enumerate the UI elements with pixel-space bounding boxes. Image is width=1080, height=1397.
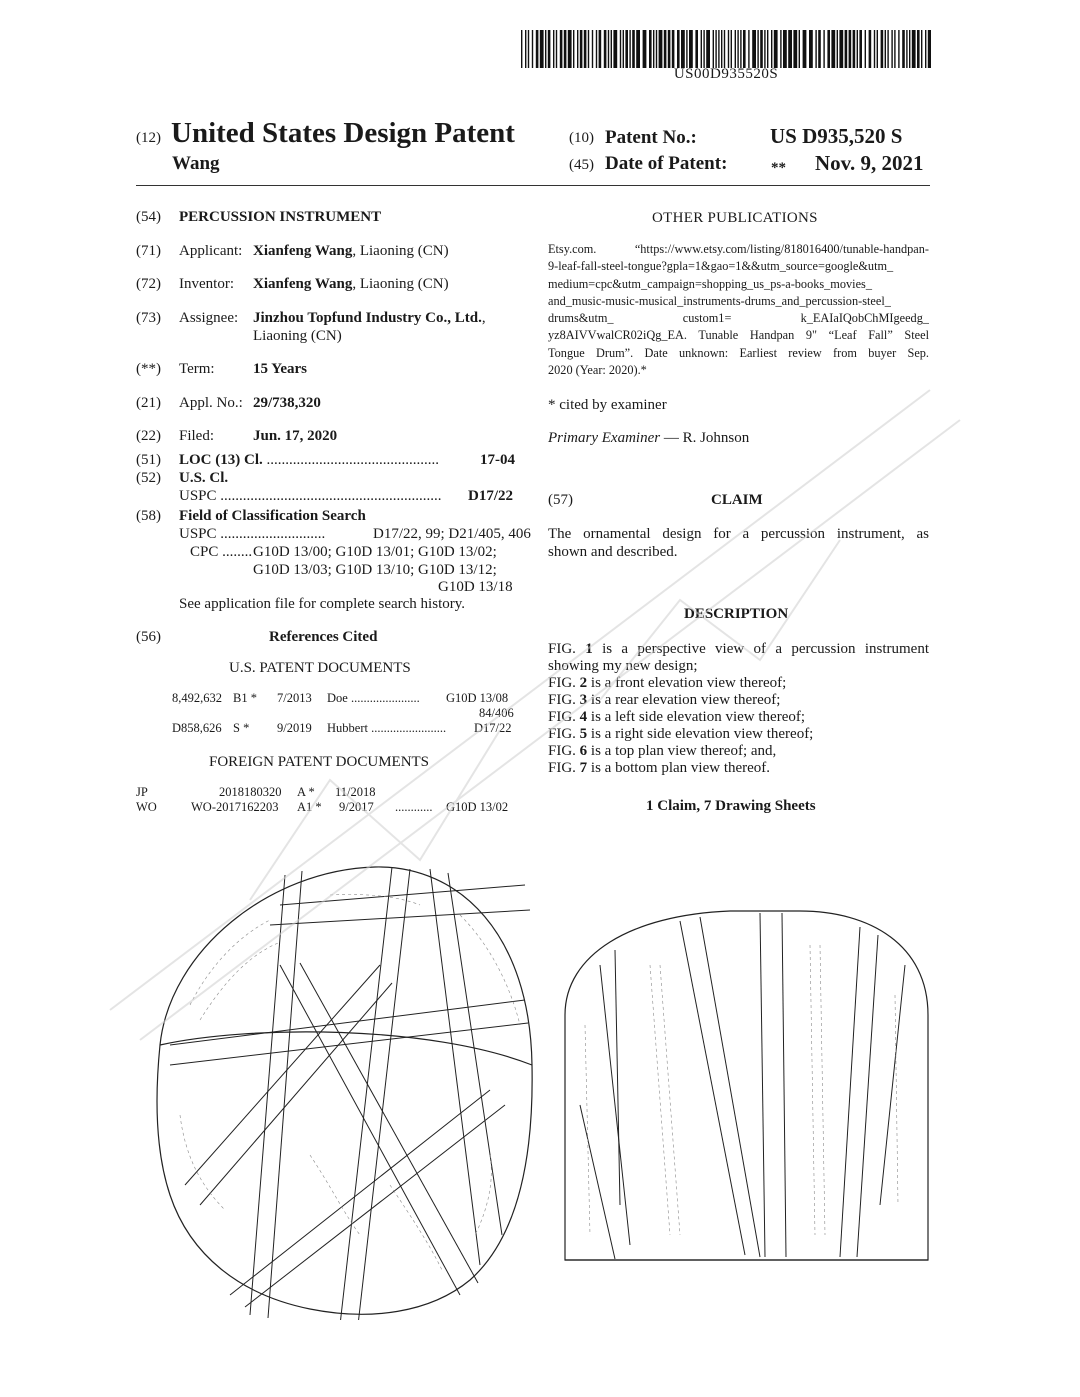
barcode-bar xyxy=(668,30,671,68)
figure-description: FIG. 5 is a right side elevation view thereof; xyxy=(548,726,814,742)
us-doc-kind: S * xyxy=(233,721,250,735)
barcode-bar xyxy=(783,30,787,68)
loc-code: (51) xyxy=(136,452,161,468)
description-heading: DESCRIPTION xyxy=(684,606,789,622)
barcode-bar xyxy=(731,30,732,68)
kind-code-45: (45) xyxy=(569,157,594,173)
tongue-lines xyxy=(170,867,530,1320)
barcode-bar xyxy=(695,30,698,68)
barcode-bar xyxy=(743,30,746,68)
us-doc-class: D17/22 xyxy=(474,721,512,735)
barcode-bar xyxy=(525,30,526,68)
barcode-bar xyxy=(540,30,544,68)
barcode-bar xyxy=(921,30,922,68)
barcode-bar xyxy=(596,30,597,68)
loc-dots: .............................................. xyxy=(262,452,439,468)
barcode-bar xyxy=(703,30,704,68)
perspective-view-drawing xyxy=(130,855,540,1320)
field-search-code: (58) xyxy=(136,508,161,524)
barcode-bar xyxy=(656,30,657,68)
inventor-label: Inventor: xyxy=(179,276,234,292)
inventor-value xyxy=(253,276,449,293)
barcode-bar xyxy=(740,30,741,68)
publication-line: drums&utm_ custom1= k_EAIaIQobChMIgeedg_ xyxy=(548,311,929,326)
barcode-bar xyxy=(839,30,843,68)
barcode-bar xyxy=(604,30,607,68)
publication-line: 9-leaf-fall-steel-tongue?gpla=1&gao=1&&utm_source=google&utm_ xyxy=(548,259,894,274)
header-rule xyxy=(136,185,930,186)
figure-description: FIG. 2 is a front elevation view thereof; xyxy=(548,675,787,691)
uscl-value: D17/22 xyxy=(468,488,513,504)
barcode-bar xyxy=(767,30,768,68)
us-doc-date: 7/2013 xyxy=(277,691,312,705)
barcode-bar xyxy=(545,30,546,68)
barcode-bar xyxy=(874,30,875,68)
applicant-label: Applicant: xyxy=(179,243,243,259)
tongue-lines xyxy=(580,913,905,1259)
barcode-bar xyxy=(757,30,758,68)
barcode-bar xyxy=(573,30,574,68)
uscl-code: (52) xyxy=(136,470,161,486)
barcode-bar xyxy=(629,30,630,68)
inventor-location: , Liaoning (CN) xyxy=(352,276,449,292)
foreign-doc-dots: ............ xyxy=(395,800,433,814)
assignee-label: Assignee: xyxy=(179,310,239,326)
filed-date: Jun. 17, 2020 xyxy=(253,428,338,444)
barcode-bar xyxy=(718,30,719,68)
us-doc-class: G10D 13/08 xyxy=(446,691,509,705)
cited-by-examiner-note: * cited by examiner xyxy=(548,397,667,413)
barcode-bar xyxy=(793,30,797,68)
barcode-bar xyxy=(643,30,647,68)
barcode-bar xyxy=(706,30,710,68)
us-doc-dots: ...................... xyxy=(347,691,420,705)
us-doc-dots: ........................ xyxy=(367,721,447,735)
publication-line: yz8AIVVwalCR02iQg_EA. Tunable Handpan 9" “Leaf Fall” Steel xyxy=(548,328,929,343)
field-search-label: Field of Classification Search xyxy=(179,508,366,524)
barcode-bar xyxy=(809,30,813,68)
barcode-bar xyxy=(925,30,926,68)
applicant-location: , Liaoning (CN) xyxy=(352,243,449,259)
figure-description: FIG. 1 is a perspective view of a percussion instrument xyxy=(548,641,930,657)
field-cpc-line2: G10D 13/03; G10D 13/10; G10D 13/12; xyxy=(253,562,497,578)
barcode-bar xyxy=(580,30,583,68)
barcode-bar xyxy=(859,30,862,68)
foreign-doc-country: WO xyxy=(136,800,157,814)
barcode-bar xyxy=(592,30,593,68)
barcode-bar xyxy=(803,30,807,68)
barcode-bar xyxy=(613,30,617,68)
barcode-bar xyxy=(564,30,567,68)
figure-description: FIG. 7 is a bottom plan view thereof. xyxy=(548,760,771,776)
appl-number: 29/738,320 xyxy=(253,395,321,411)
barcode xyxy=(521,30,931,68)
barcode-bar xyxy=(713,30,714,68)
barcode-bar xyxy=(689,30,693,68)
hatching xyxy=(585,945,898,1235)
field-uspc-value: D17/22, 99; D21/405, 406 xyxy=(373,526,531,542)
date-marker: ** xyxy=(771,160,786,176)
loc-class-line xyxy=(179,452,439,469)
uscl-uspc-line xyxy=(179,488,442,505)
figure-description: showing my new design; xyxy=(548,658,698,674)
publication-line: medium=cpc&utm_campaign=shopping_us_ps-a-books_movies_ xyxy=(548,276,872,291)
loc-label: LOC (13) Cl. xyxy=(179,452,263,468)
patent-number-label: Patent No.: xyxy=(605,127,697,148)
barcode-bar xyxy=(528,30,529,68)
barcode-bar xyxy=(672,30,675,68)
kind-code-10: (10) xyxy=(569,130,594,146)
barcode-number: US00D935520S xyxy=(673,66,779,82)
term-label: Term: xyxy=(179,361,215,377)
drum-profile-outline xyxy=(565,911,928,1260)
appl-code: (21) xyxy=(136,395,161,411)
barcode-bar xyxy=(928,30,931,68)
inventor-name: Xianfeng Wang xyxy=(253,276,353,292)
filed-label: Filed: xyxy=(179,428,215,444)
foreign-doc-class: G10D 13/02 xyxy=(446,800,509,814)
barcode-bar xyxy=(577,30,578,68)
foreign-doc-kind: A1 * xyxy=(297,800,322,814)
refs-heading: References Cited xyxy=(269,629,378,645)
assignee-code: (73) xyxy=(136,310,161,326)
barcode-bar xyxy=(677,30,680,68)
publication-line: Etsy.com. “https://www.etsy.com/listing/818016400/tunable-handpan- xyxy=(548,242,929,256)
barcode-bar xyxy=(608,30,609,68)
invention-title: PERCUSSION INSTRUMENT xyxy=(179,209,382,225)
document-type-title: United States Design Patent xyxy=(171,117,515,149)
inventor-surname: Wang xyxy=(172,153,220,174)
barcode-bar xyxy=(721,30,722,68)
barcode-bar xyxy=(780,30,781,68)
claims-sheets-summary: 1 Claim, 7 Drawing Sheets xyxy=(646,798,816,814)
foreign-doc-country: JP xyxy=(136,785,148,799)
barcode-bar xyxy=(735,30,736,68)
barcode-bar xyxy=(599,30,602,68)
claim-code: (57) xyxy=(548,492,573,508)
barcode-bar xyxy=(818,30,821,68)
barcode-bar xyxy=(521,30,522,68)
barcode-bar xyxy=(771,30,772,68)
barcode-bar xyxy=(799,30,800,68)
barcode-bar xyxy=(837,30,838,68)
date-of-patent: Nov. 9, 2021 xyxy=(815,151,924,175)
barcode-bar xyxy=(917,30,920,68)
barcode-bar xyxy=(857,30,858,68)
field-uspc-label: USPC xyxy=(179,526,217,542)
barcode-bar xyxy=(532,30,533,68)
primary-examiner xyxy=(548,430,749,447)
us-doc-name-text: Doe xyxy=(327,691,348,705)
foreign-docs-heading: FOREIGN PATENT DOCUMENTS xyxy=(209,754,430,770)
term-value: 15 Years xyxy=(253,361,308,377)
patent-number: US D935,520 S xyxy=(770,124,903,148)
other-publications-heading: OTHER PUBLICATIONS xyxy=(652,210,818,226)
figure-list xyxy=(548,641,929,777)
foreign-doc-num: WO-2017162203 xyxy=(191,800,279,814)
barcode-bar xyxy=(887,30,888,68)
field-uspc-dots: ............................ xyxy=(216,526,326,542)
applicant-value xyxy=(253,243,449,260)
barcode-bar xyxy=(788,30,792,68)
barcode-bar xyxy=(853,30,856,68)
barcode-bar xyxy=(815,30,816,68)
applicant-name: Xianfeng Wang xyxy=(253,243,353,259)
assignee-name: Jinzhou Topfund Industry Co., Ltd. xyxy=(253,310,482,326)
figure-description: FIG. 6 is a top plan view thereof; and, xyxy=(548,743,777,759)
barcode-bar xyxy=(764,30,765,68)
barcode-bar xyxy=(774,30,778,68)
barcode-bar xyxy=(906,30,907,68)
field-uspc-line xyxy=(179,526,325,543)
claim-line-1: The ornamental design for a percussion instrument, as xyxy=(548,526,929,542)
barcode-bar xyxy=(760,30,763,68)
us-doc-class2: 84/406 xyxy=(479,706,514,720)
barcode-bar xyxy=(865,30,866,68)
barcode-bar xyxy=(611,30,612,68)
filed-code: (22) xyxy=(136,428,161,444)
barcode-bar xyxy=(686,30,687,68)
barcode-bar xyxy=(898,30,899,68)
date-of-patent-label: Date of Patent: xyxy=(605,153,728,174)
barcode-bar xyxy=(632,30,635,68)
uscl-dots: ........................................................... xyxy=(216,488,442,504)
barcode-bar xyxy=(548,30,551,68)
us-doc-date: 9/2019 xyxy=(277,721,312,735)
foreign-doc-date: 9/2017 xyxy=(339,800,374,814)
barcode-bar xyxy=(909,30,910,68)
barcode-bar xyxy=(845,30,848,68)
barcode-bar xyxy=(902,30,905,68)
us-doc-num: D858,626 xyxy=(172,721,222,735)
refs-code: (56) xyxy=(136,629,161,645)
assignee-location: Liaoning (CN) xyxy=(253,328,342,344)
barcode-bar xyxy=(625,30,628,68)
us-doc-kind: B1 * xyxy=(233,691,257,705)
field-cpc-dots: ........ xyxy=(218,544,253,560)
barcode-bar xyxy=(877,30,878,68)
barcode-bar xyxy=(823,30,824,68)
claim-line-2: shown and described. xyxy=(548,544,678,560)
field-cpc-line xyxy=(190,544,252,561)
assignee-comma: , xyxy=(481,310,486,326)
appl-label: Appl. No.: xyxy=(179,395,243,411)
barcode-bar xyxy=(636,30,640,68)
barcode-bar xyxy=(701,30,702,68)
title-code: (54) xyxy=(136,209,161,225)
barcode-bar xyxy=(912,30,916,68)
field-cpc-line1: G10D 13/00; G10D 13/01; G10D 13/02; xyxy=(253,544,497,560)
us-doc-name-text: Hubbert xyxy=(327,721,368,735)
barcode-bar xyxy=(560,30,563,68)
barcode-bar xyxy=(869,30,872,68)
barcode-bar xyxy=(737,30,738,68)
kind-code-12: (12) xyxy=(136,130,161,146)
us-doc-name xyxy=(327,721,446,736)
examiner-label: Primary Examiner xyxy=(548,430,661,446)
barcode-bar xyxy=(681,30,685,68)
barcode-bar xyxy=(894,30,895,68)
barcode-bar xyxy=(653,30,654,68)
drum-outline xyxy=(157,867,532,1314)
examiner-name: — R. Johnson xyxy=(660,430,750,446)
barcode-bar xyxy=(827,30,830,68)
barcode-bar xyxy=(831,30,835,68)
barcode-bar xyxy=(584,30,587,68)
barcode-bar xyxy=(588,30,589,68)
uscl-label: U.S. Cl. xyxy=(179,470,229,486)
barcode-bar xyxy=(568,30,572,68)
us-doc-num: 8,492,632 xyxy=(172,691,222,705)
applicant-code: (71) xyxy=(136,243,161,259)
us-doc-name xyxy=(327,691,420,706)
publication-line-last: 2020 (Year: 2020).* xyxy=(548,363,647,378)
barcode-bar xyxy=(752,30,756,68)
figure-description: FIG. 3 is a rear elevation view thereof; xyxy=(548,692,781,708)
barcode-bar xyxy=(728,30,729,68)
barcode-bar xyxy=(553,30,554,68)
front-elevation-drawing xyxy=(560,905,940,1265)
foreign-doc-num: 2018180320 xyxy=(219,785,282,799)
barcode-bar xyxy=(536,30,539,68)
publication-line: Tongue Drum”. Date unknown: Earliest review from buyer Sep. xyxy=(548,345,929,360)
search-history-note: See application file for complete search history. xyxy=(179,596,466,612)
foreign-doc-kind: A * xyxy=(297,785,315,799)
uscl-sub-label: USPC xyxy=(179,488,217,504)
field-cpc-label: CPC xyxy=(190,544,219,560)
barcode-bar xyxy=(649,30,652,68)
claim-heading: CLAIM xyxy=(711,492,763,508)
barcode-bar xyxy=(724,30,725,68)
barcode-bar xyxy=(715,30,716,68)
us-docs-heading: U.S. PATENT DOCUMENTS xyxy=(229,660,411,676)
barcode-bar xyxy=(623,30,624,68)
assignee-value xyxy=(253,310,486,327)
barcode-bar xyxy=(748,30,749,68)
publication-line: and_music-music-musical_instruments-drums_and_percussion-steel_ xyxy=(548,293,891,308)
barcode-bar xyxy=(664,30,667,68)
figure-description: FIG. 4 is a left side elevation view thereof; xyxy=(548,709,806,725)
field-cpc-line3: G10D 13/18 xyxy=(438,579,513,595)
barcode-bar xyxy=(881,30,884,68)
barcode-bar xyxy=(891,30,892,68)
barcode-bar xyxy=(659,30,663,68)
inventor-code: (72) xyxy=(136,276,161,292)
hatching xyxy=(180,894,520,1270)
foreign-doc-date: 11/2018 xyxy=(335,785,376,799)
barcode-bar xyxy=(885,30,886,68)
other-publication-text xyxy=(548,241,929,379)
loc-value: 17-04 xyxy=(480,452,515,468)
barcode-bar xyxy=(556,30,557,68)
term-code: (**) xyxy=(136,361,161,377)
barcode-bar xyxy=(849,30,852,68)
barcode-bar xyxy=(620,30,621,68)
